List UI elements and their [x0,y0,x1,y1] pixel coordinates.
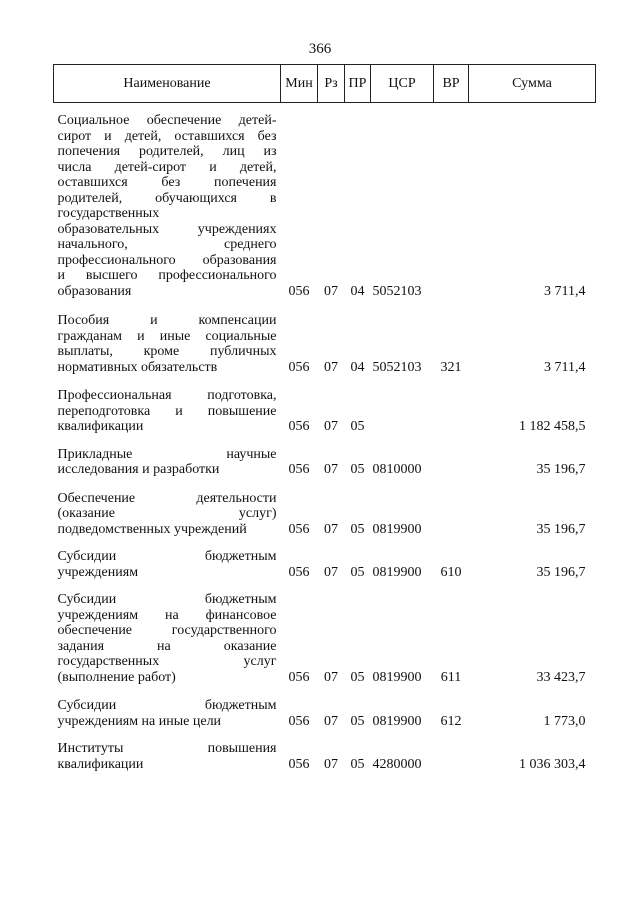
row-spacer-cell [54,580,596,592]
header-name: Наименование [54,65,281,103]
row-spacer [54,103,596,114]
row-spacer [54,478,596,491]
row-name-line: оставшихся без попечения [57,175,277,190]
row-rz: 07 [324,462,338,477]
row-name-line: квалификации [57,756,144,772]
row-spacer [54,375,596,388]
row-vr [434,447,469,478]
row-name-line: (выполнение работ) [57,669,176,685]
row-name-line: числа детей-сирот и детей, [57,159,277,175]
row-name-line: учреждениям [57,564,139,580]
header-csr: ЦСР [371,65,434,103]
row-name-line: исследования и разработки [57,462,220,477]
row-name-line: подведомственных учреждений [57,521,247,537]
row-pr: 05 [350,521,365,537]
header-sum: Сумма [469,65,596,103]
row-pr: 04 [350,359,365,375]
row-name-line: нормативных обязательств [57,359,218,375]
row-spacer [54,580,596,592]
budget-table [53,64,596,772]
row-vr [434,491,469,538]
row-rz: 07 [324,283,338,299]
row-name-line: учреждениям на иные цели [57,713,222,729]
row-sum: 3 711,4 [544,359,586,375]
row-pr: 05 [350,713,365,729]
row-csr: 0819900 [372,713,422,729]
row-rz: 07 [324,419,338,434]
header-rz: Рз [318,65,345,103]
row-spacer-cell [54,375,596,388]
row-pr: 05 [350,462,365,477]
row-name-line: Субсидии бюджетным [57,549,277,564]
row-vr: 611 [440,669,462,685]
row-min: 056 [288,283,310,299]
row-name-line: Институты повышения [57,741,277,756]
row-sum: 3 711,4 [544,283,586,299]
row-name-line: родителей, обучающихся в [57,190,277,206]
row-name [54,447,281,478]
row-name-line: Прикладные научные [57,446,277,462]
row-spacer-cell [54,478,596,491]
row-rz: 07 [324,669,338,685]
table-row [54,113,596,299]
row-sum: 33 423,7 [536,669,586,685]
row-vr: 610 [440,564,462,580]
row-spacer-cell [54,435,596,447]
row-name [54,388,281,435]
table-row [54,388,596,435]
row-sum: 1 182 458,5 [519,419,586,434]
table-row [54,549,596,580]
row-rz: 07 [324,521,338,537]
row-spacer-cell [54,685,596,698]
row-name-line: государственных услуг [57,654,277,669]
row-rz: 07 [324,756,338,772]
row-name [54,313,281,375]
row-sum: 35 196,7 [536,462,586,477]
row-name-line: Обеспечение деятельности [57,490,277,506]
row-min: 056 [288,419,310,434]
row-name-line: Субсидии бюджетным [57,592,277,607]
row-vr: 612 [440,713,462,729]
row-name [54,549,281,580]
row-min: 056 [288,713,310,729]
row-name-line: обеспечение государственного [57,623,277,638]
row-spacer-cell [54,299,596,313]
row-sum: 1 773,0 [543,713,586,729]
row-min: 056 [288,564,310,580]
row-vr [434,741,469,772]
row-vr [434,388,469,435]
row-name-line: начального, среднего [57,237,277,252]
table-row [54,741,596,772]
row-name-line: учреждениям на финансовое [57,607,277,623]
row-min: 056 [288,462,310,477]
row-csr [371,388,434,435]
row-sum: 35 196,7 [536,521,586,537]
table-row [54,447,596,478]
row-csr: 5052103 [372,283,422,299]
row-pr: 05 [350,669,365,685]
row-name [54,592,281,685]
row-name-line: Профессиональная подготовка, [57,388,277,403]
row-rz: 07 [324,359,338,375]
row-name-line: Социальное обеспечение детей- [57,113,277,128]
row-spacer [54,729,596,741]
row-pr: 05 [350,564,365,580]
row-min: 056 [288,521,310,537]
row-name [54,698,281,729]
row-pr: 05 [350,419,365,434]
row-spacer [54,685,596,698]
row-spacer [54,299,596,313]
row-csr: 0819900 [372,564,422,580]
row-csr: 5052103 [372,359,422,375]
row-csr: 4280000 [372,756,422,772]
row-min: 056 [288,669,310,685]
row-vr [434,113,469,299]
row-spacer [54,537,596,549]
row-pr: 05 [350,756,365,772]
row-name-line: гражданам и иные социальные [57,328,277,344]
row-csr: 0810000 [372,462,422,477]
table-header [54,65,596,103]
row-spacer-cell [54,103,596,114]
header-vr: ВР [434,65,469,103]
row-name-line: Пособия и компенсации [57,313,277,328]
row-sum: 1 036 303,4 [519,756,586,772]
row-csr: 0819900 [372,521,422,537]
row-min: 056 [288,756,310,772]
row-csr: 0819900 [372,669,422,685]
row-name-line: задания на оказание [57,638,277,654]
row-name-line: Субсидии бюджетным [57,698,277,713]
row-name-line: государственных [57,206,160,221]
table-body [54,103,596,773]
row-name [54,491,281,538]
row-name-line: образования [57,283,132,299]
row-spacer-cell [54,729,596,741]
row-name [54,741,281,772]
table-row [54,491,596,538]
row-pr: 04 [350,283,365,299]
page-number: 366 [308,41,332,57]
row-name-line: попечения родителей, лиц из [57,144,277,159]
header-pr: ПР [345,65,371,103]
row-name-line: и высшего профессионального [57,268,277,283]
row-name-line: выплаты, кроме публичных [57,344,277,359]
table-row [54,313,596,375]
row-spacer [54,435,596,447]
row-rz: 07 [324,564,338,580]
row-spacer-cell [54,537,596,549]
row-name-line: квалификации [57,419,144,434]
row-sum: 35 196,7 [536,564,586,580]
row-vr: 321 [440,359,462,375]
row-name-line: переподготовка и повышение [57,403,277,419]
row-name-line: профессионального образования [57,252,277,268]
table-row [54,592,596,685]
header-min: Мин [281,65,318,103]
row-name-line: сирот и детей, оставшихся без [57,128,277,144]
row-min: 056 [288,359,310,375]
row-name-line: образовательных учреждениях [57,221,277,237]
row-rz: 07 [324,713,338,729]
row-name [54,113,281,299]
table-row [54,698,596,729]
row-name-line: (оказание услуг) [57,506,277,521]
